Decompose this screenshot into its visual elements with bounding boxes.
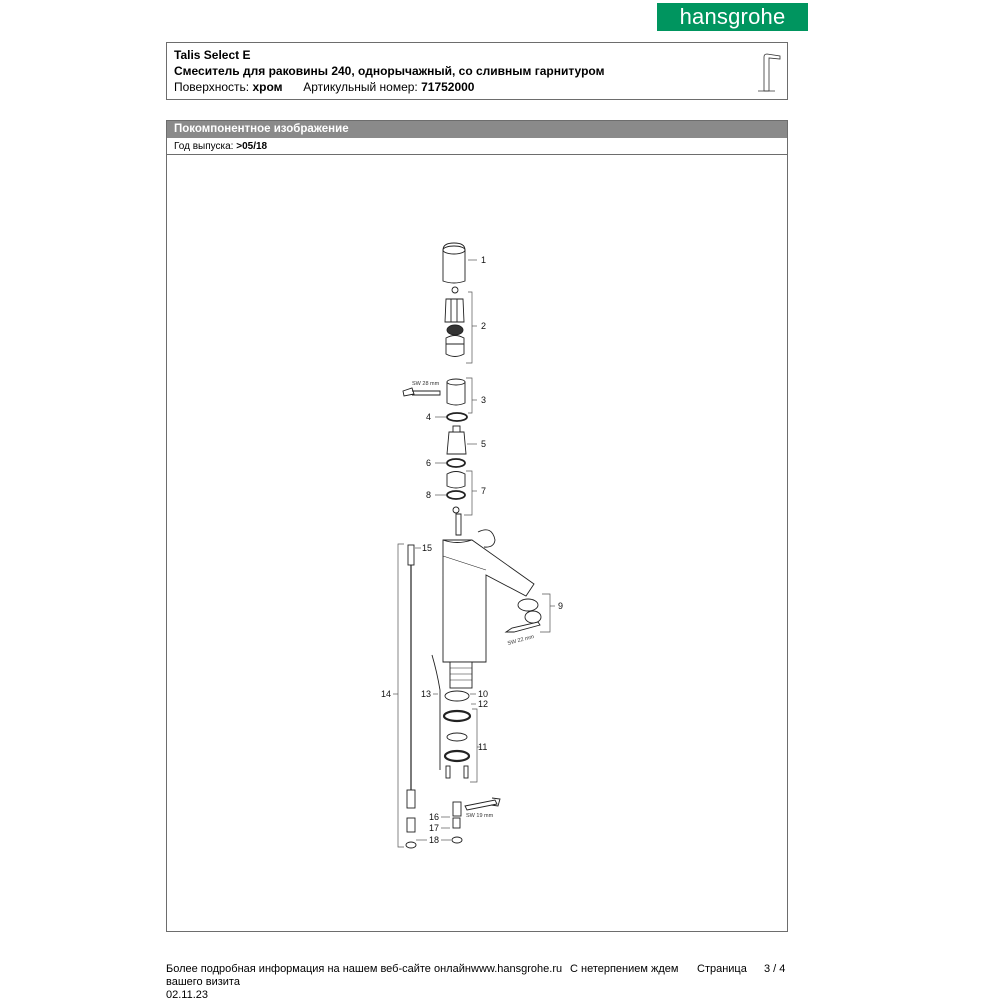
spindle-part [456, 514, 461, 535]
wrench-22-label: SW 22 mm [506, 634, 535, 647]
callout-2: 2 [481, 321, 487, 331]
surface-label: Поверхность: [174, 80, 250, 94]
mounting-plate-part [445, 751, 469, 761]
screw-part [446, 766, 450, 778]
wrench-19-icon [465, 798, 500, 810]
callout-13: 13 [421, 689, 432, 699]
diverter-part [447, 472, 465, 489]
footer-closing-1: С нетерпением ждем [570, 963, 679, 975]
cartridge-part [447, 432, 466, 454]
callout-4: 4 [426, 412, 432, 422]
washer-11-part [447, 733, 467, 741]
callout-12: 12 [478, 699, 489, 709]
wrench-28-label: SW 28 mm [412, 381, 440, 387]
callout-6: 6 [426, 458, 432, 468]
washer-18-part [452, 837, 462, 843]
callout-18: 18 [429, 835, 440, 845]
aerator-part [518, 599, 538, 611]
lever-handle-top [443, 246, 465, 254]
page-footer [166, 963, 806, 1002]
callout-5: 5 [481, 439, 487, 449]
article-value: 71752000 [421, 80, 475, 94]
footer-date: 02.11.23 [166, 989, 209, 1001]
hansgrohe-logo: hansgrohe [657, 3, 808, 31]
adapter-ring-part [446, 336, 464, 357]
callout-9: 9 [558, 601, 564, 611]
callout-15: 15 [422, 543, 433, 553]
footer-closing-2: вашего визита [166, 976, 240, 988]
footer-url[interactable]: www.hansgrohe.ru [471, 963, 563, 975]
footer-page-label: Страница [697, 963, 747, 975]
callout-10: 10 [478, 689, 489, 699]
o-ring-8-part [447, 491, 465, 499]
section-title: Покомпонентное изображение [167, 121, 787, 138]
threaded-stud-part [450, 662, 472, 688]
hose-fitting-part [408, 545, 414, 565]
callout-8: 8 [426, 490, 432, 500]
year-value: >05/18 [236, 141, 268, 152]
surface-value: хром [252, 80, 283, 94]
callout-7: 7 [481, 486, 487, 496]
wrench-28-icon [403, 388, 440, 396]
callout-14: 14 [381, 689, 392, 699]
callout-16: 16 [429, 812, 440, 822]
callout-1: 1 [481, 255, 487, 265]
hex-nut-part [453, 802, 461, 816]
wrench-19-label: SW 19 mm [466, 813, 494, 819]
product-name: Talis Select E [174, 48, 251, 62]
footer-info: Более подробная информация на нашем веб-сайте онлайн [166, 963, 471, 975]
callout-17: 17 [429, 823, 440, 833]
o-ring-6-part [447, 459, 465, 467]
retaining-clip-part [478, 530, 495, 547]
article-label: Артикульный номер: [303, 80, 418, 94]
callout-11: 11 [478, 742, 488, 752]
footer-page-value: 3 / 4 [764, 963, 786, 975]
wrench-22-icon [506, 622, 540, 632]
product-description: Смеситель для раковины 240, однорычажный, со сливным гарнитуром [174, 64, 605, 78]
washer-10-part [445, 691, 469, 701]
adapter-sleeve-part [445, 299, 464, 322]
o-ring-4-part [447, 413, 467, 421]
washer-12-part [444, 711, 470, 721]
adapter-nut-part [447, 325, 463, 335]
drain-rod-part [432, 655, 440, 770]
handle-pin-part [452, 287, 458, 293]
year-label: Год выпуска: [174, 141, 234, 152]
callout-3: 3 [481, 395, 487, 405]
